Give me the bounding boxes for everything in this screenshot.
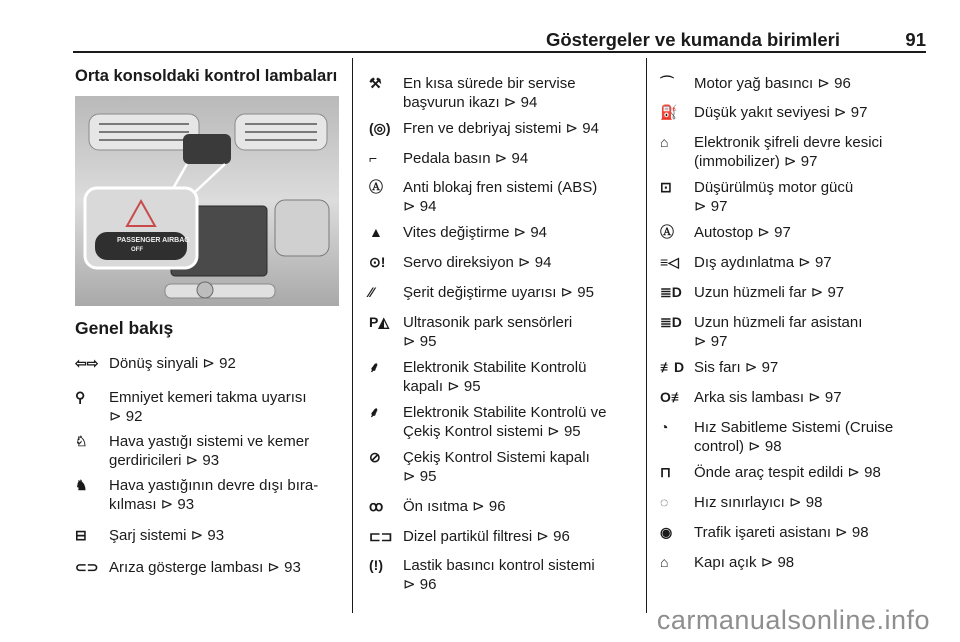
indicator-icon: ⸙ — [369, 404, 380, 420]
indicator-label: Düşürülmüş motor gücü ⊳ 97 — [694, 179, 854, 215]
indicator-item — [660, 523, 869, 542]
indicator-icon: ⊟ — [75, 527, 87, 543]
indicator-icon: ⚲ — [75, 389, 86, 405]
indicator-item — [369, 149, 528, 168]
indicator-item — [75, 558, 301, 577]
indicator-label: Hız Sabitleme Sistemi (Cruise control) ⊳ 98 — [694, 419, 894, 455]
indicator-label: Autostop ⊳ 97 — [694, 224, 791, 241]
indicator-item — [369, 283, 594, 302]
indicator-icon: ꝏ — [369, 498, 384, 514]
indicator-icon: (!) — [369, 557, 383, 573]
indicator-icon: ⸙ — [369, 359, 380, 375]
indicator-item — [660, 103, 867, 122]
indicator-icon: P◭ — [369, 314, 390, 330]
indicator-label: Arıza gösterge lambası ⊳ 93 — [109, 559, 301, 576]
header-rule — [73, 51, 926, 53]
indicator-icon: ⛽ — [660, 104, 678, 120]
indicator-item — [75, 354, 236, 373]
indicator-icon: ⌂ — [660, 134, 669, 150]
indicator-item — [660, 74, 851, 93]
indicator-item — [369, 313, 572, 351]
indicator-item — [369, 556, 595, 594]
indicator-label: Şarj sistemi ⊳ 93 — [109, 527, 225, 544]
indicator-item — [369, 223, 547, 242]
indicator-item — [369, 527, 570, 546]
indicator-icon: ▲ — [369, 224, 383, 240]
indicator-icon: ⌐ — [369, 150, 378, 166]
indicator-label: Şerit değiştirme uyarısı ⊳ 95 — [403, 284, 594, 301]
indicator-label: Sis farı ⊳ 97 — [694, 359, 779, 376]
indicator-icon: ◔ — [660, 419, 669, 435]
indicator-label: Servo direksiyon ⊳ 94 — [403, 254, 552, 271]
airbag-badge-sub: OFF — [131, 247, 143, 253]
indicator-item — [660, 463, 881, 482]
indicator-label: Anti blokaj fren sistemi (ABS) ⊳ 94 — [403, 179, 598, 215]
indicator-item — [660, 418, 893, 456]
indicator-icon: O≢ — [660, 389, 685, 405]
indicator-icon: Ⓐ — [369, 179, 383, 195]
indicator-label: Önde araç tespit edildi ⊳ 98 — [694, 464, 881, 481]
indicator-icon: ⚒ — [369, 75, 382, 91]
indicator-item — [75, 388, 307, 426]
subsection-title: Genel bakış — [75, 318, 174, 338]
watermark: carmanualsonline.info — [656, 605, 930, 635]
indicator-item — [369, 497, 506, 516]
indicator-label: Vites değiştirme ⊳ 94 — [403, 224, 548, 241]
indicator-label: Çekiş Kontrol Sistemi kapalı ⊳ 95 — [403, 449, 590, 485]
indicator-icon: ◉ — [660, 524, 673, 540]
indicator-icon: ♞ — [75, 477, 88, 493]
indicator-icon: ≡◁ — [660, 254, 679, 270]
indicator-label: Motor yağ basıncı ⊳ 96 — [694, 75, 851, 92]
indicator-label: Dizel partikül filtresi ⊳ 96 — [403, 528, 570, 545]
indicator-icon: ♘ — [75, 433, 88, 449]
indicator-icon: ⊙! — [369, 254, 386, 270]
indicator-icon: ⊂⊃ — [75, 559, 99, 575]
section-title: Orta konsoldaki kontrol lambaları — [75, 67, 338, 85]
indicator-item — [660, 253, 832, 272]
page-header — [73, 26, 926, 50]
indicator-item — [660, 283, 844, 302]
indicator-label: Elektronik Stabilite Kontrolü ve Çekiş Kontrol sistemi ⊳ 95 — [403, 404, 607, 440]
indicator-icon: ⊘ — [369, 449, 381, 465]
indicator-item — [75, 432, 309, 470]
indicator-label: Kapı açık ⊳ 98 — [694, 554, 795, 571]
indicator-label: Uzun hüzmeli far asistanı ⊳ 97 — [694, 314, 863, 350]
indicator-item — [369, 178, 597, 216]
indicator-item — [369, 358, 586, 396]
indicator-label: Dış aydınlatma ⊳ 97 — [694, 254, 832, 271]
indicator-label: Fren ve debriyaj sistemi ⊳ 94 — [403, 120, 599, 137]
indicator-label: Ön ısıtma ⊳ 96 — [403, 498, 506, 515]
indicator-label: Uzun hüzmeli far ⊳ 97 — [694, 284, 845, 301]
indicator-icon: ⊓ — [660, 464, 671, 480]
indicator-label: Elektronik şifreli devre kesici (immobilizer) ⊳ 97 — [694, 134, 883, 170]
indicator-icon: ⊡ — [660, 179, 672, 195]
indicator-icon: ⇦⇨ — [75, 355, 99, 371]
indicator-label: Ultrasonik park sensörleri ⊳ 95 — [403, 314, 573, 350]
column-divider-2 — [646, 58, 647, 613]
indicator-label: Hız sınırlayıcı ⊳ 98 — [694, 494, 823, 511]
indicator-label: Dönüş sinyali ⊳ 92 — [109, 355, 236, 372]
console-figure — [75, 96, 339, 306]
indicator-icon: ⌂ — [660, 554, 669, 570]
indicator-icon: ≣D — [660, 284, 682, 300]
indicator-label: Hava yastığının devre dışı bıra- kılması ⊳ 93 — [109, 477, 319, 513]
indicator-label: Düşük yakıt seviyesi ⊳ 97 — [694, 104, 868, 121]
indicator-item — [660, 223, 791, 242]
page-title: Göstergeler ve kumanda birimleri — [545, 29, 840, 50]
indicator-icon: ≣D — [660, 314, 682, 330]
indicator-icon: ≢D — [660, 359, 685, 375]
indicator-item — [369, 403, 606, 441]
indicator-label: Elektronik Stabilite Kontrolü kapalı ⊳ 95 — [403, 359, 587, 395]
indicator-item — [660, 553, 794, 572]
indicator-item — [369, 448, 590, 486]
console-illustration — [75, 96, 339, 306]
page-number: 91 — [905, 29, 926, 50]
airbag-badge-text: PASSENGER AIRBAG — [117, 237, 190, 244]
indicator-item — [369, 119, 599, 138]
indicator-label: Arka sis lambası ⊳ 97 — [694, 389, 842, 406]
indicator-item — [75, 526, 224, 545]
indicator-label: En kısa sürede bir servise başvurun ikazı ⊳ 94 — [403, 75, 576, 111]
indicator-icon: ⊏⊐ — [369, 528, 393, 544]
indicator-icon: ◌ — [660, 494, 669, 510]
indicator-label: Trafik işareti asistanı ⊳ 98 — [694, 524, 869, 541]
indicator-label: Emniyet kemeri takma uyarısı ⊳ 92 — [109, 389, 307, 425]
indicator-item — [75, 476, 318, 514]
indicator-item — [660, 388, 842, 407]
indicator-icon: ⌒ — [660, 75, 674, 91]
indicator-item — [660, 493, 822, 512]
indicator-item — [660, 133, 882, 171]
indicator-item — [660, 178, 853, 216]
indicator-label: Hava yastığı sistemi ve kemer gerdiricileri ⊳ 93 — [109, 433, 310, 469]
indicator-item — [660, 358, 778, 377]
indicator-icon: Ⓐ — [660, 224, 674, 240]
indicator-item — [369, 74, 576, 112]
indicator-item — [660, 313, 862, 351]
indicator-icon: (◎) — [369, 120, 391, 136]
indicator-icon: ⁄⁄ — [369, 284, 374, 300]
indicator-label: Pedala basın ⊳ 94 — [403, 150, 529, 167]
column-divider-1 — [352, 58, 353, 613]
indicator-item — [369, 253, 551, 272]
indicator-label: Lastik basıncı kontrol sistemi ⊳ 96 — [403, 557, 595, 593]
